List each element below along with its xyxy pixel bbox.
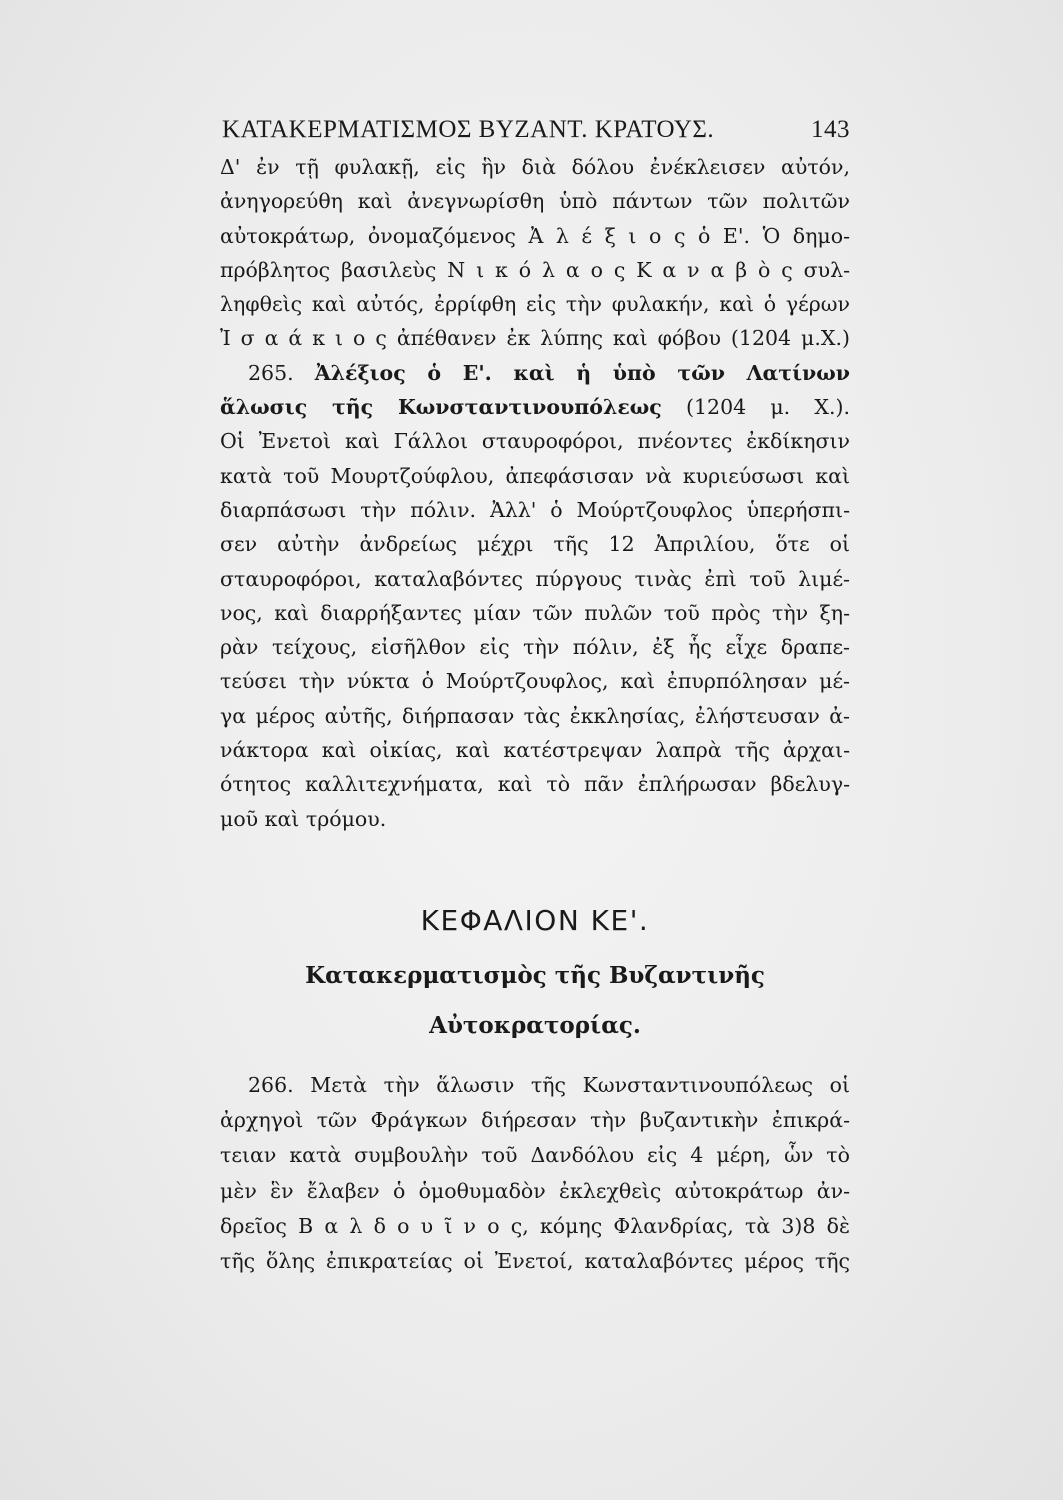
chapter-title: ΚΕΦΑΛΙΟΝ ΚΕ'. <box>420 904 650 937</box>
text-line: Οἱ Ἐνετοὶ καὶ Γάλλοι σταυροφόροι, πνέοντες ἐκδίκησιν <box>220 429 850 454</box>
text-line: δρεῖος Β α λ δ ο υ ῖ ν ο ς, κόμης Φλανδρίας, τὰ 3)8 δὲ <box>220 1213 850 1238</box>
text-line: μοῦ καὶ τρόμου. <box>220 806 387 831</box>
text-line: Δ' ἐν τῇ φυλακῇ, εἰς ἣν διὰ δόλου ἐνέκλεισεν αὐτόν, <box>220 155 850 179</box>
text-line: 266. Μετὰ τὴν ἅλωσιν τῆς Κωνσταντινουπόλεως οἱ <box>248 1073 850 1097</box>
text-line: σεν αὐτὴν ἀνδρείως μέχρι τῆς 12 Ἀπριλίου, ὅτε οἱ <box>220 532 850 557</box>
text-line: τεύσει τὴν νύκτα ὁ Μούρτζουφλος, καὶ ἐπυρπόλησαν μέ- <box>220 669 850 694</box>
text-line: ἀνηγορεύθη καὶ ἀνεγνωρίσθη ὑπὸ πάντων τῶν πολιτῶν <box>220 189 850 214</box>
section-heading-continued: ἅλωσις τῆς Κωνσταντινουπόλεως <box>220 395 662 420</box>
text-line: τειαν κατὰ συμβουλὴν τοῦ Δανδόλου εἰς 4 μέρη, ὧν τὸ <box>220 1143 850 1168</box>
text-line: γα μέρος αὐτῆς, διήρπασαν τὰς ἐκκλησίας, ἐλήστευσαν ἀ- <box>220 703 850 728</box>
text-line: νάκτορα καὶ οἰκίας, καὶ κατέστρεψαν λαπρὰ τῆς ἀρχαι- <box>220 738 850 763</box>
text-line: νος, καὶ διαρρήξαντες μίαν τῶν πυλῶν τοῦ πρὸς τὴν ξη- <box>220 600 850 625</box>
text-line: ἀρχηγοὶ τῶν Φράγκων διήρεσαν τὴν βυζαντικὴν ἐπικρά- <box>220 1108 850 1133</box>
page-number: 143 <box>811 116 850 143</box>
text-line: τῆς ὅλης ἐπικρατείας οἱ Ἐνετοί, καταλαβόντες μέρος τῆς <box>220 1248 850 1273</box>
chapter-subtitle-line1: Κατακερματισμὸς τῆς Βυζαντινῆς <box>305 962 765 989</box>
text-line: ότητος καλλιτεχνήματα, καὶ τὸ πᾶν ἐπλήρωσαν βδελυγ- <box>220 772 850 797</box>
section-265-heading-line1 <box>220 356 850 390</box>
text-line: ρὰν τείχους, εἰσῆλθον εἰς τὴν πόλιν, ἐξ ἧς εἶχε δραπε- <box>220 635 850 660</box>
text-line: αὐτοκράτωρ, ὀνομαζόμενος Ἀ λ έ ξ ι ο ς ὁ Ε'. Ὁ δημο- <box>220 223 850 248</box>
text-line: σταυροφόροι, καταλαβόντες πύργους τινὰς ἐπὶ τοῦ λιμέ- <box>220 566 850 591</box>
section-number: 265. <box>248 360 294 385</box>
chapter-subtitle-line2: Αὐτοκρατορίας. <box>429 1012 641 1039</box>
section-266-text-block <box>220 1068 850 1279</box>
main-text-block <box>220 150 850 836</box>
text-line: Ἰ σ α ά κ ι ο ς ἀπέθανεν ἐκ λύπης καὶ φόβου (1204 μ.Χ.) <box>220 326 850 351</box>
text-line: διαρπάσωσι τὴν πόλιν. Ἀλλ' ὁ Μούρτζουφλος ὑπερήσπι- <box>220 497 850 522</box>
section-heading-date: (1204 μ. Χ.). <box>685 395 850 420</box>
text-line: ληφθεὶς καὶ αὐτός, ἐρρίφθη εἰς τὴν φυλακήν, καὶ ὁ γέρων <box>220 292 850 317</box>
section-265-heading-line2 <box>220 390 850 424</box>
running-header <box>222 116 850 144</box>
section-heading: Ἀλέξιος ὁ Ε'. καὶ ἡ ὑπὸ τῶν Λατίνων <box>314 360 850 385</box>
text-line: μὲν ἓν ἔλαβεν ὁ ὁμοθυμαδὸν ἐκλεχθεὶς αὐτοκράτωρ ἀν- <box>220 1178 850 1203</box>
text-line: πρόβλητος βασιλεὺς Ν ι κ ό λ α ο ς Κ α ν α β ὸ ς συλ- <box>220 257 850 282</box>
running-header-title: ΚΑΤΑΚΕΡΜΑΤΙΣΜΟΣ ΒΥΖΑΝΤ. ΚΡΑΤΟΥΣ. <box>222 116 715 143</box>
text-line: κατὰ τοῦ Μουρτζούφλου, ἀπεφάσισαν νὰ κυριεύσωσι καὶ <box>220 463 850 488</box>
